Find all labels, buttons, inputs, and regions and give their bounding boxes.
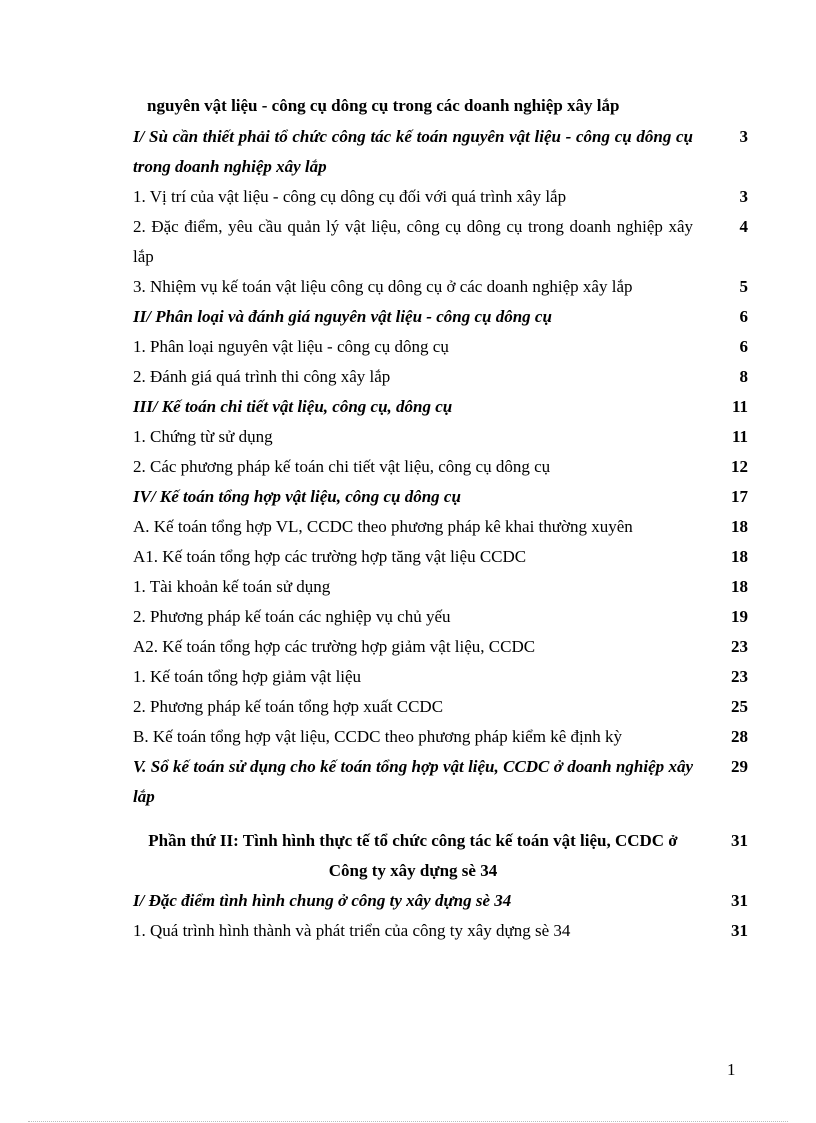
toc-entry-text: V. Sổ kế toán sử dụng cho kế toán tổng hợp vật liệu, CCDC ở doanh nghiệp xây lắp: [133, 757, 693, 806]
toc-entry-page: 17: [731, 487, 748, 506]
toc-entry-text: 1. Kế toán tổng hợp giảm vật liệu: [133, 667, 362, 686]
toc-heading: nguyên vật liệu - công cụ dông cụ trong các doanh nghiệp xây lắp: [147, 96, 620, 115]
toc-entry-text: B. Kế toán tổng hợp vật liệu, CCDC theo phương pháp kiểm kê định kỳ: [133, 727, 622, 746]
toc-entry-page: 23: [731, 637, 748, 656]
toc-entry-text: 1. Tài khoản kế toán sử dụng: [133, 577, 331, 596]
toc-entry-page: 18: [731, 517, 748, 536]
toc-entry: [133, 362, 753, 392]
toc-entry-text: 1. Phân loại nguyên vật liệu - công cụ dông cụ: [133, 337, 449, 356]
toc-entry: [133, 302, 753, 332]
toc-entry-text: 3. Nhiệm vụ kế toán vật liệu công cụ dông cụ ở các doanh nghiệp xây lắp: [133, 277, 633, 296]
toc-part-heading: [133, 826, 753, 886]
toc-entry-text: Phần thứ II: Tình hình thực tế tổ chức công tác kế toán vật liệu, CCDC ở Công ty xây dựng sè 34: [148, 831, 678, 880]
toc-entry-page: 18: [731, 547, 748, 566]
toc-entry-text: IV/ Kế toán tổng hợp vật liệu, công cụ dông cụ: [133, 487, 461, 506]
toc-entry-page: 3: [739, 127, 748, 146]
toc-entry: [133, 722, 753, 752]
toc-entry: [133, 692, 753, 722]
toc-entry-text: 2. Đặc điểm, yêu cầu quản lý vật liệu, công cụ dông cụ trong doanh nghiệp xây lắp: [133, 217, 693, 266]
toc-entry-page: 29: [731, 757, 748, 776]
toc-entry: [133, 572, 753, 602]
toc-entry-page: 11: [731, 397, 748, 416]
toc-entry-page: 3: [739, 187, 748, 206]
toc-entry: [133, 752, 753, 812]
toc-entry: [133, 602, 753, 632]
toc-entry-page: 31: [731, 831, 748, 850]
page-bottom-rule: [28, 1121, 788, 1122]
toc-entry-page: 19: [731, 607, 748, 626]
toc-entry: [133, 272, 753, 302]
toc-entry: [133, 422, 753, 452]
toc-entry-page: 6: [739, 337, 748, 356]
toc-entry: [133, 542, 753, 572]
toc-entry: [133, 452, 753, 482]
toc-entry: [133, 662, 753, 692]
toc-entry-page: 11: [731, 427, 748, 446]
toc-entry-text: A. Kế toán tổng hợp VL, CCDC theo phương pháp kê khai thường xuyên: [133, 517, 633, 536]
toc-entry-page: 18: [731, 577, 748, 596]
toc-entry-text: A2. Kế toán tổng hợp các trường hợp giảm vật liệu, CCDC: [133, 637, 536, 656]
toc-entry-page: 12: [731, 457, 748, 476]
toc-entry: [133, 632, 753, 662]
toc-entry-page: 6: [739, 307, 748, 326]
toc-entry-text: III/ Kế toán chi tiết vật liệu, công cụ, dông cụ: [133, 397, 453, 416]
toc-entry: [133, 122, 753, 182]
toc-entry-text: 2. Phương pháp kế toán các nghiệp vụ chủ yếu: [133, 607, 451, 626]
toc-entry: [133, 512, 753, 542]
toc-entry: [133, 482, 753, 512]
page-number: 1: [727, 1060, 736, 1079]
toc-entry: [133, 332, 753, 362]
toc-entry: [133, 212, 753, 272]
toc-entry-text: 1. Vị trí của vật liệu - công cụ dông cụ đối với quá trình xây lắp: [133, 187, 567, 206]
toc-entry-text: I/ Đặc điểm tình hình chung ở công ty xây dựng sè 34: [133, 891, 512, 910]
toc-entry-text: 2. Phương pháp kế toán tổng hợp xuất CCDC: [133, 697, 444, 716]
toc-entry-text: II/ Phân loại và đánh giá nguyên vật liệu - công cụ dông cụ: [133, 307, 552, 326]
table-of-contents: [133, 122, 753, 946]
toc-entry: [133, 916, 753, 946]
toc-entry-text: 1. Chứng từ sử dụng: [133, 427, 273, 446]
toc-entry-page: 8: [739, 367, 748, 386]
toc-entry: [133, 392, 753, 422]
toc-entry-text: 2. Các phương pháp kế toán chi tiết vật liệu, công cụ dông cụ: [133, 457, 551, 476]
toc-entry-page: 28: [731, 727, 748, 746]
toc-entry-text: 2. Đánh giá quá trình thi công xây lắp: [133, 367, 391, 386]
toc-entry-page: 5: [739, 277, 748, 296]
toc-entry-text: I/ Sù cần thiết phải tổ chức công tác kế toán nguyên vật liệu - công cụ dông cụ trong doanh nghiệp xây lắp: [133, 127, 693, 176]
toc-entry-page: 31: [731, 891, 748, 910]
toc-entry: [133, 182, 753, 212]
toc-entry-page: 23: [731, 667, 748, 686]
toc-entry-page: 31: [731, 921, 748, 940]
toc-entry-text: A1. Kế toán tổng hợp các trường hợp tăng vật liệu CCDC: [133, 547, 527, 566]
toc-entry: [133, 886, 753, 916]
toc-entry-page: 4: [739, 217, 748, 236]
toc-entry-text: 1. Quá trình hình thành và phát triển của công ty xây dựng sè 34: [133, 921, 571, 940]
toc-entry-page: 25: [731, 697, 748, 716]
